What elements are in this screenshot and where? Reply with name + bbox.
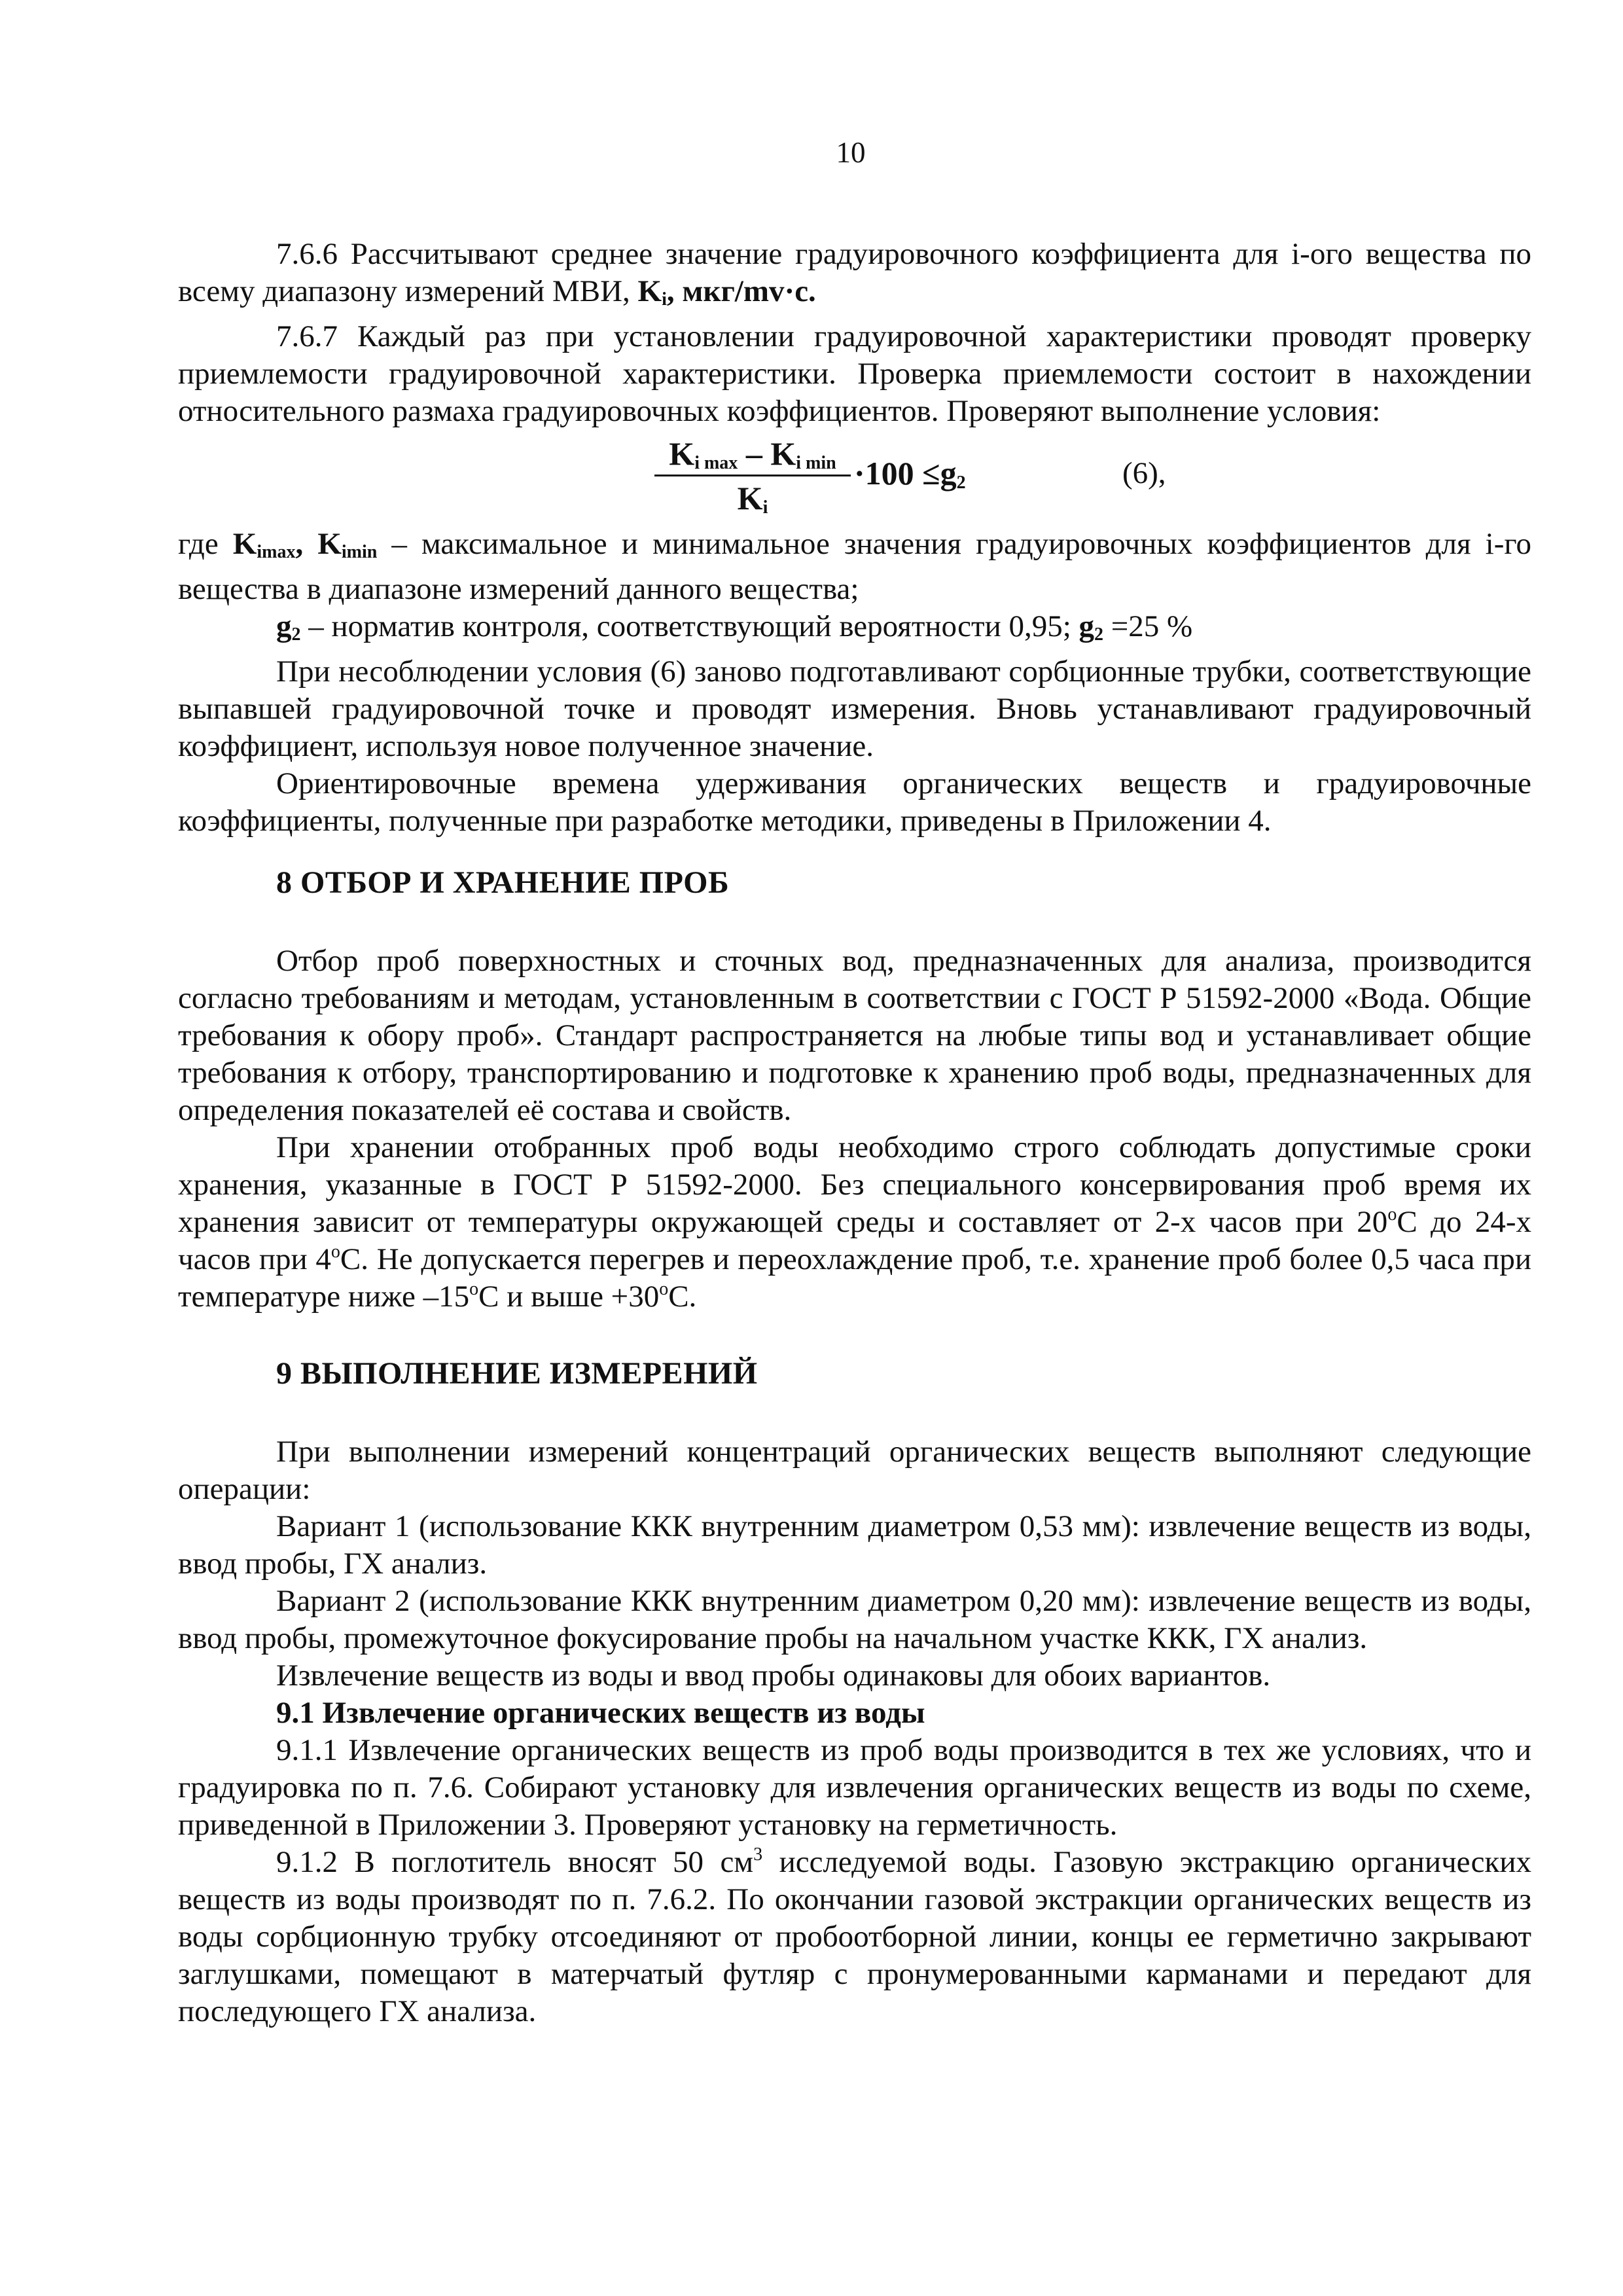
paragraph-same-extraction: Извлечение веществ из воды и ввод пробы одинаковы для обоих вариантов. [276, 1659, 1271, 1693]
coefficient-symbol: K [637, 274, 662, 308]
paragraph-noncompliance: При несоблюдении условия (6) заново подготавливают сорбционные трубки, соответствующие выпавшей градуировочной точке и проводят измерения. Вновь устанавливают градуировочный коэффициент, используя новое полученное значение. [178, 655, 1531, 763]
formula-rest-text: ·100 ≤g [854, 455, 957, 492]
g2-sub: 2 [291, 624, 301, 645]
paragraph-retention-times: Ориентировочные времена удерживания органических веществ и градуировочные коэффициенты, полученные при разработке методики, приведены в Приложении 4. [178, 766, 1531, 838]
paragraph-9-1-1: 9.1.1 Извлечение органических веществ из проб воды производится в тех же условиях, что и градуировка по п. 7.6. Собирают установку для извлечения органических веществ из воды по схеме, приведенной в Приложении 3. Проверяют установку на герметичность. [178, 1733, 1531, 1842]
degree-mark: o [330, 1242, 340, 1262]
degree-mark: o [659, 1279, 669, 1299]
where-paragraph [178, 526, 1531, 608]
paragraph-variant-1: Вариант 1 (использование ККК внутренним диаметром 0,53 мм): извлечение веществ из воды, ввод пробы, ГХ анализ. [178, 1509, 1531, 1581]
g2-paragraph [178, 608, 1531, 653]
subheading-9-1: 9.1 Извлечение органических веществ из воды [276, 1696, 925, 1730]
kmax-symbol: K [232, 527, 257, 561]
heading-section-8: 8 ОТБОР И ХРАНЕНИЕ ПРОБ [276, 865, 730, 900]
storage-text-c: С. Не допускается перегрев и переохлаждение проб, т.е. хранение проб более 0,5 часа при температуре ниже –15 [178, 1242, 1531, 1314]
numerator-sub-min: i min [796, 453, 836, 473]
section-8-text [178, 942, 1531, 1316]
numerator-sub-max: i max [694, 453, 738, 473]
page-number: 10 [836, 136, 866, 169]
kmax-sub: imax [257, 542, 296, 562]
section-9-text [178, 1433, 1531, 2030]
formula-denominator [654, 480, 851, 526]
g2-symbol: g [276, 609, 292, 643]
formula-rest-sub: 2 [956, 473, 966, 493]
denominator-sub: i [762, 497, 768, 518]
formula-6 [654, 435, 1309, 524]
where-separator: , [295, 527, 318, 561]
paragraph-storage [178, 1129, 1531, 1316]
formula-minus: – [738, 435, 771, 472]
heading-section-9: 9 ВЫПОЛНЕНИЕ ИЗМЕРЕНИЙ [276, 1356, 758, 1391]
paragraph-variant-2: Вариант 2 (использование ККК внутренним диаметром 0,20 мм): извлечение веществ из воды, ввод пробы, промежуточное фокусирование пробы на начальном участке ККК, ГХ анализ. [178, 1584, 1531, 1655]
g2-sub-2: 2 [1094, 624, 1104, 645]
formula-explanation [178, 526, 1531, 840]
degree-mark: o [469, 1279, 479, 1299]
degree-mark: o [1387, 1204, 1397, 1225]
equation-number: (6), [1122, 456, 1166, 490]
storage-text-b: С до 24-х часов при 4 [178, 1205, 1531, 1276]
text-9-1-2-a: 9.1.2 В поглотитель вносят 50 см [276, 1845, 754, 1879]
paragraph-7-6-6 [178, 236, 1531, 318]
text-9-1-2-b: исследуемой воды. Газовую экстракцию органических веществ из воды производят по п. 7.6.2. По окончании газовой экстракции органических веществ из воды сорбционную трубку отсоединяют от пробоотборной линии, концы ее герметично закрывают заглушками, помещают в матерчатый футляр с пронумерованными карманами и передают для последующего ГХ анализа. [178, 1845, 1532, 2028]
storage-text-e: С. [668, 1280, 697, 1314]
fraction-bar [654, 475, 851, 476]
formula-rest [854, 455, 966, 501]
denominator-k: K [737, 480, 763, 516]
cubic-superscript: 3 [753, 1844, 763, 1865]
paragraph-operations: При выполнении измерений концентраций органических веществ выполняют следующие операции: [178, 1435, 1531, 1506]
numerator-k-min: K [770, 435, 796, 472]
where-word: где [178, 527, 233, 561]
paragraph-7-6-7: 7.6.7 Каждый раз при установлении градуировочной характеристики проводят проверку приемлемости градуировочной характеристики. Проверка приемлемости состоит в нахождении относительного размаха градуировочных коэффициентов. Проверяют выполнение условия: [178, 319, 1531, 428]
coefficient-subscript: i [662, 289, 667, 310]
kmin-symbol: K [317, 527, 342, 561]
paragraph-9-1-2 [178, 1844, 1531, 2030]
text-7-6-6: 7.6.6 Рассчитывают среднее значение градуировочного коэффициента для i-ого вещества по всему диапазону измерений МВИ, [178, 237, 1531, 308]
g2-text: – норматив контроля, соответствующий вероятности 0,95; [300, 609, 1079, 643]
paragraph-sampling: Отбор проб поверхностных и сточных вод, предназначенных для анализа, производится согласно требованиям и методам, установленным в соответствии с ГОСТ Р 51592-2000 «Вода. Общие требования к обору проб». Стандарт распространяется на любые типы вод и устанавливает общие требования к отбору, транспортированию и подготовке к хранению проб воды, предназначенных для определения показателей её состава и свойств. [178, 944, 1531, 1127]
where-text: – максимальное и минимальное значения градуировочных коэффициентов для i-го вещества в диапазоне измерений данного вещества; [178, 527, 1532, 606]
section-7-6-text [178, 236, 1531, 430]
g2-value: =25 % [1103, 609, 1193, 643]
storage-text-d: С и выше +30 [478, 1280, 660, 1314]
storage-text-a: При хранении отобранных проб воды необходимо строго соблюдать допустимые сроки хранения, указанные в ГОСТ Р 51592-2000. Без специального консервирования проб время их хранения зависит от температуры окружающей среды и составляет от 2-х часов при 20 [178, 1130, 1531, 1239]
kmin-sub: imin [341, 542, 378, 562]
numerator-k-max: K [669, 435, 695, 472]
g2-symbol-2: g [1079, 609, 1095, 643]
unit-text: , мкг/mv·с. [666, 274, 816, 308]
